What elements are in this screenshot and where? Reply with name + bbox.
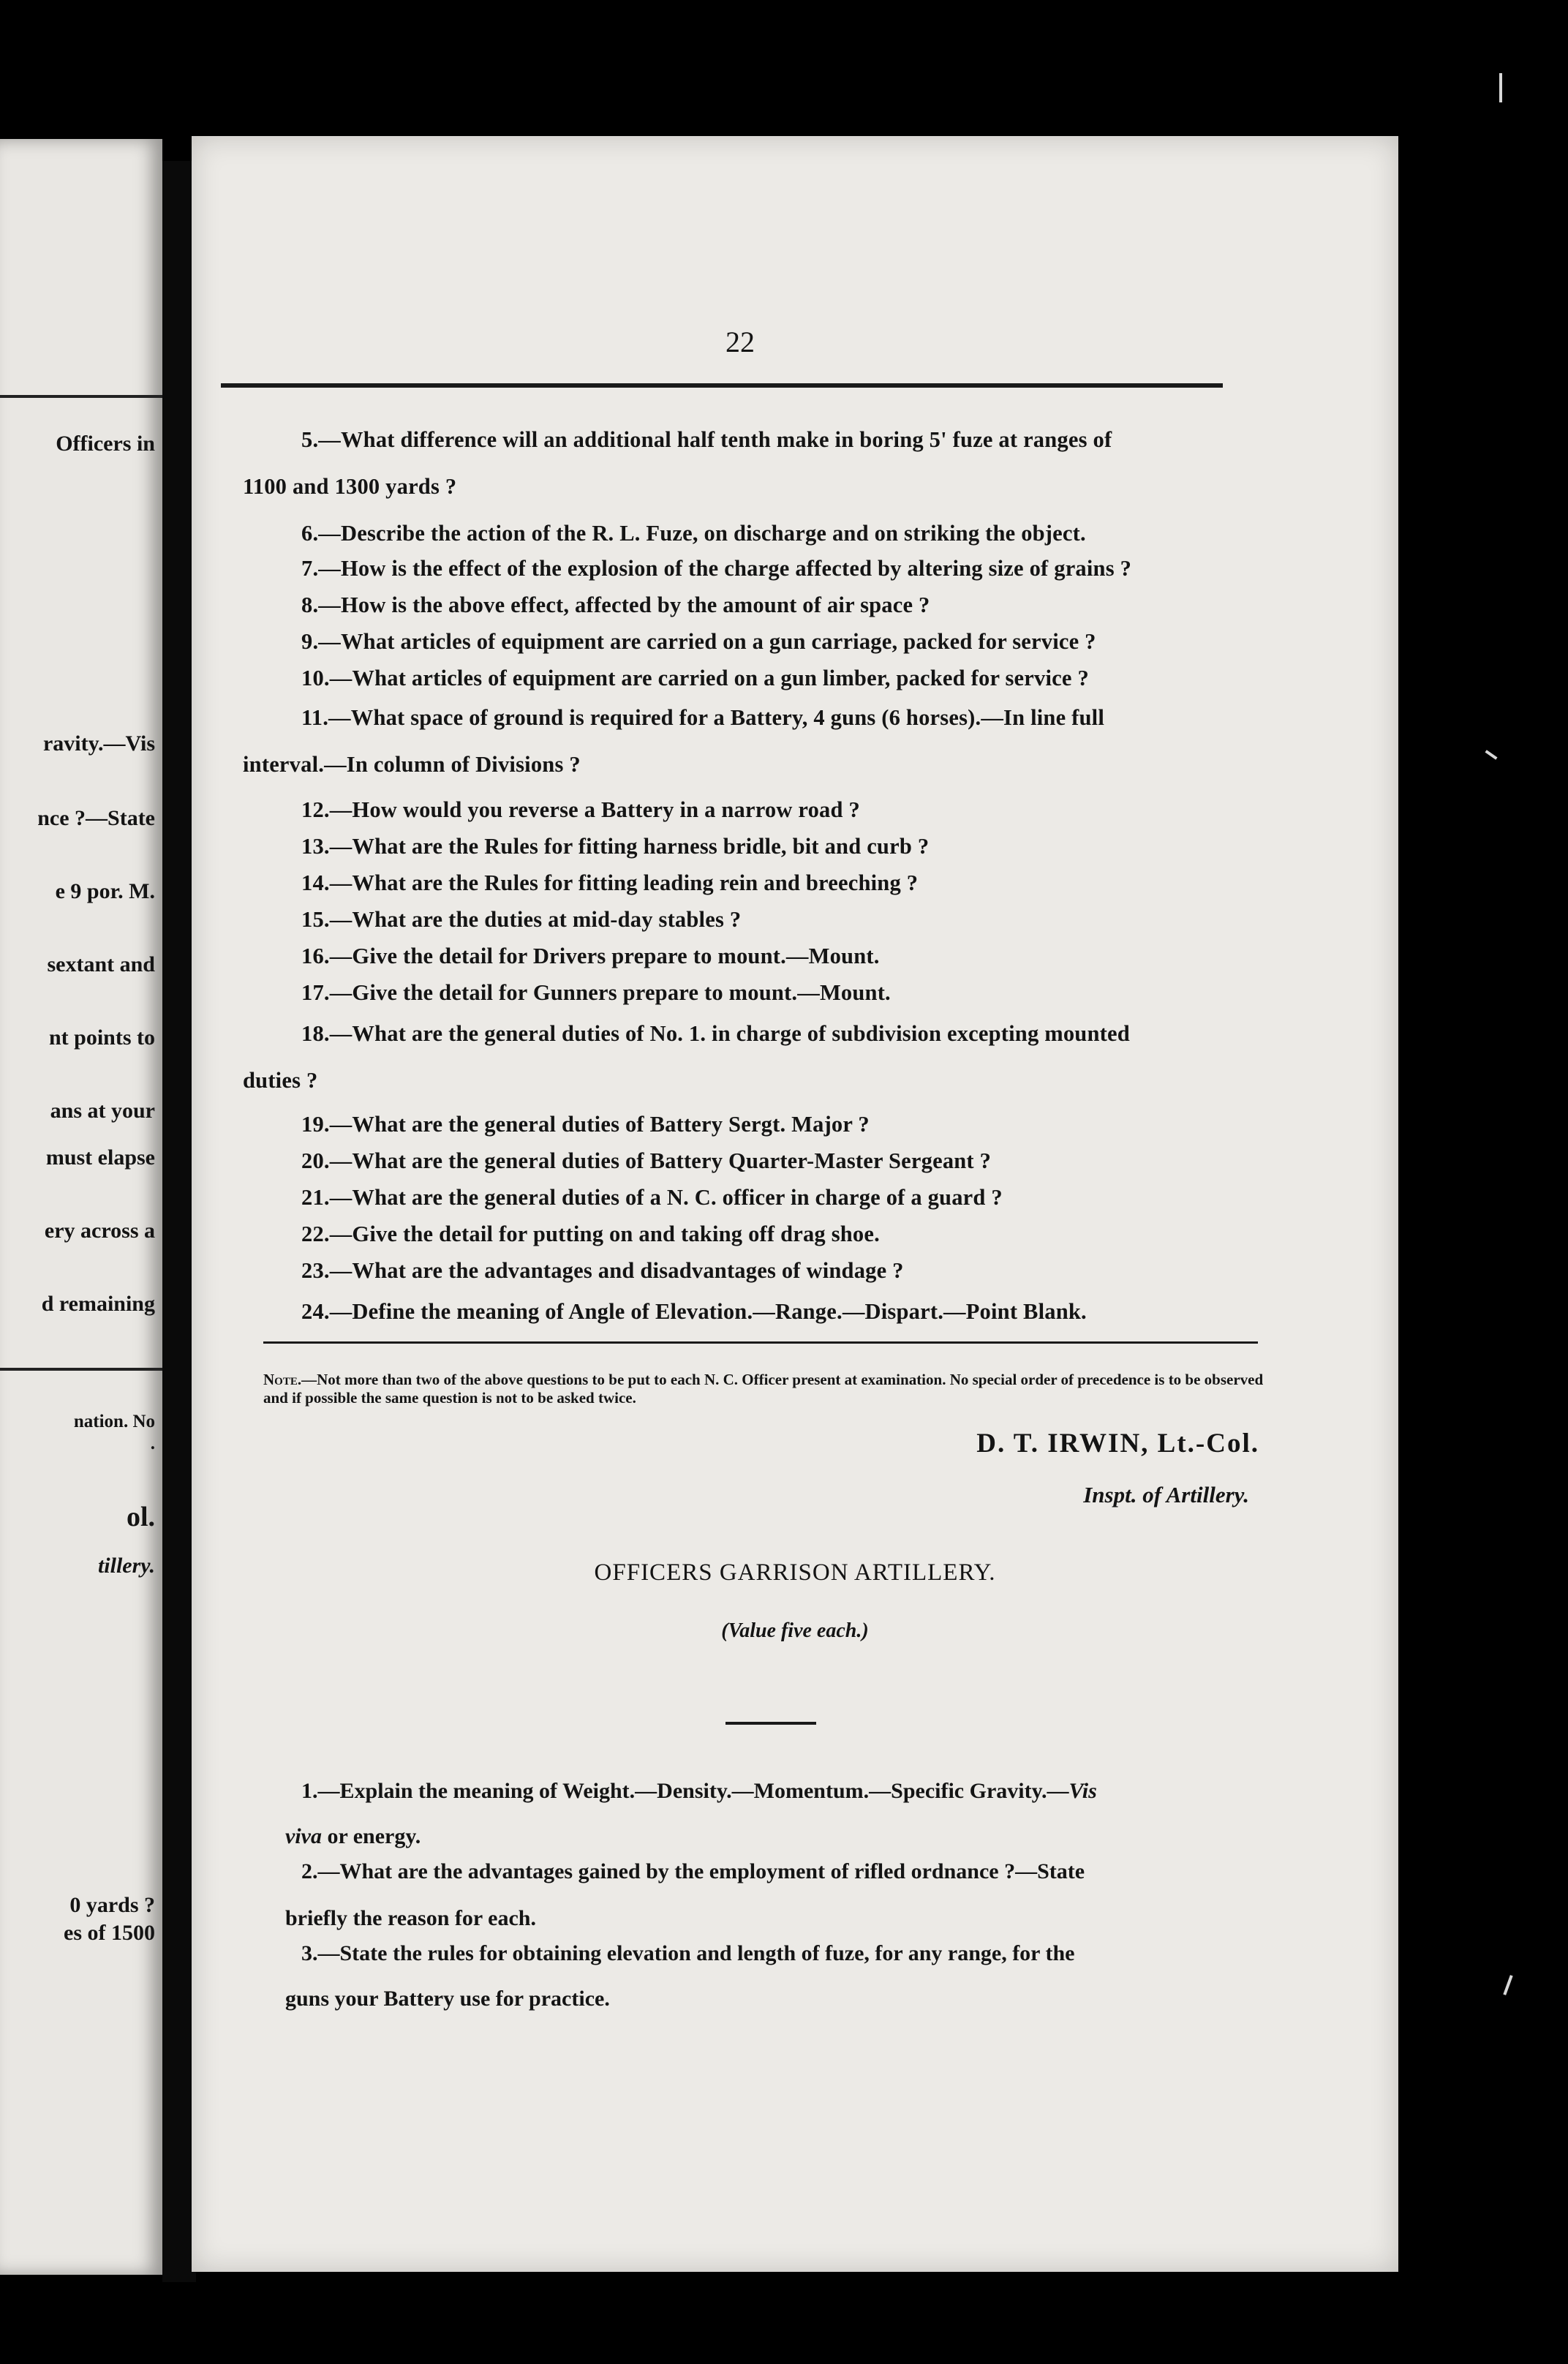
question-line: 14.—What are the Rules for fitting leading rein and breeching ? (301, 870, 919, 895)
question-line: 16.—Give the detail for Drivers prepare to mount.—Mount. (301, 944, 880, 968)
note-text: —Not more than two of the above questions to be put to each N. C. Officer present at examination. No special order of precedence is to be observed and if possible the same question is not to be asked twice. (263, 1371, 1264, 1407)
document-page (192, 136, 1398, 2272)
left-line: ery across a (44, 1219, 155, 1243)
question-line: 5.—What difference will an additional half tenth make in boring 5' fuze at ranges of (301, 427, 1112, 452)
question-line: 22.—Give the detail for putting on and taking off drag shoe. (301, 1221, 880, 1246)
question-line: interval.—In column of Divisions ? (243, 752, 581, 777)
question-line: 8.—How is the above effect, affected by the amount of air space ? (301, 592, 930, 617)
scan-speck (1499, 73, 1502, 102)
question-line: 11.—What space of ground is required for a Battery, 4 guns (6 horses).—In line full (301, 705, 1105, 730)
header-rule (221, 383, 1223, 388)
left-line: ans at your (50, 1099, 155, 1123)
question-line: 1100 and 1300 yards ? (243, 474, 457, 499)
officer-question-line: 2.—What are the advantages gained by the employment of rifled ordnance ?—State (301, 1859, 1085, 1883)
officer-question-line (301, 1779, 1097, 1804)
officer-question-line (285, 1824, 421, 1849)
section-subheading: (Value five each.) (721, 1619, 869, 1642)
officer-q1-text: 1.—Explain the meaning of Weight.—Density.—Momentum.—Specific Gravity.— (301, 1779, 1069, 1803)
left-line: d remaining (41, 1292, 155, 1316)
left-line: e 9 por. M. (55, 879, 155, 903)
question-line: 15.—What are the duties at mid-day stables ? (301, 907, 742, 932)
left-line: Officers in (56, 432, 155, 456)
question-line: 20.—What are the general duties of Battery Quarter-Master Sergeant ? (301, 1148, 992, 1173)
section-heading: OFFICERS GARRISON ARTILLERY. (594, 1559, 996, 1586)
question-line: 19.—What are the general duties of Battery Sergt. Major ? (301, 1112, 870, 1137)
left-line: must elapse (45, 1145, 155, 1170)
officer-q1-italic: Vis (1068, 1779, 1097, 1803)
question-line: 7.—How is the effect of the explosion of the charge affected by altering size of grains ? (301, 556, 1132, 581)
question-line: 23.—What are the advantages and disadvantages of windage ? (301, 1258, 904, 1283)
question-line: 21.—What are the general duties of a N. C. officer in charge of a guard ? (301, 1185, 1003, 1210)
question-line: 18.—What are the general duties of No. 1. in charge of subdivision excepting mounted (301, 1021, 1130, 1046)
question-line: 12.—How would you reverse a Battery in a narrow road ? (301, 797, 860, 822)
question-line: 17.—Give the detail for Gunners prepare to mount.—Mount. (301, 980, 891, 1005)
left-line: sextant and (47, 952, 155, 976)
left-line: nation. No (73, 1412, 155, 1431)
officer-question-line: briefly the reason for each. (285, 1906, 536, 1930)
note (263, 1371, 1273, 1407)
left-rule (0, 1368, 162, 1371)
scan-speck (1485, 750, 1497, 760)
short-rule (725, 1722, 816, 1725)
scan-speck (1503, 1975, 1512, 1995)
left-line: tillery. (97, 1554, 155, 1578)
left-rule (0, 395, 162, 398)
left-line: 0 yards ? (69, 1893, 155, 1917)
left-line: nce ?—State (37, 806, 155, 830)
question-line: 24.—Define the meaning of Angle of Elevation.—Range.—Dispart.—Point Blank. (301, 1299, 1087, 1324)
note-divider (263, 1341, 1258, 1344)
page-number: 22 (725, 325, 755, 358)
left-line: nt points to (48, 1025, 155, 1050)
question-line: 9.—What articles of equipment are carried on a gun carriage, packed for service ? (301, 629, 1096, 654)
note-lead: Note. (263, 1371, 302, 1388)
officer-question-line: 3.—State the rules for obtaining elevation and length of fuze, for any range, for the (301, 1941, 1075, 1965)
signature-title: Inspt. of Artillery. (1083, 1482, 1249, 1507)
left-line: ol. (126, 1502, 155, 1532)
left-line: es of 1500 (64, 1921, 155, 1945)
signature: D. T. IRWIN, Lt.-Col. (976, 1428, 1259, 1458)
question-line: 13.—What are the Rules for fitting harness bridle, bit and curb ? (301, 834, 930, 859)
officer-q1-italic-cont: viva (285, 1824, 322, 1848)
officer-question-line: guns your Battery use for practice. (285, 1987, 610, 2011)
question-line: 6.—Describe the action of the R. L. Fuze, on discharge and on striking the object. (301, 521, 1086, 546)
facing-page (0, 139, 162, 2275)
question-line: 10.—What articles of equipment are carried on a gun limber, packed for service ? (301, 666, 1089, 690)
question-line: duties ? (243, 1068, 318, 1093)
left-line: ravity.—Vis (42, 731, 155, 756)
left-line: . (150, 1434, 155, 1453)
officer-q1-cont: or energy. (321, 1824, 421, 1848)
